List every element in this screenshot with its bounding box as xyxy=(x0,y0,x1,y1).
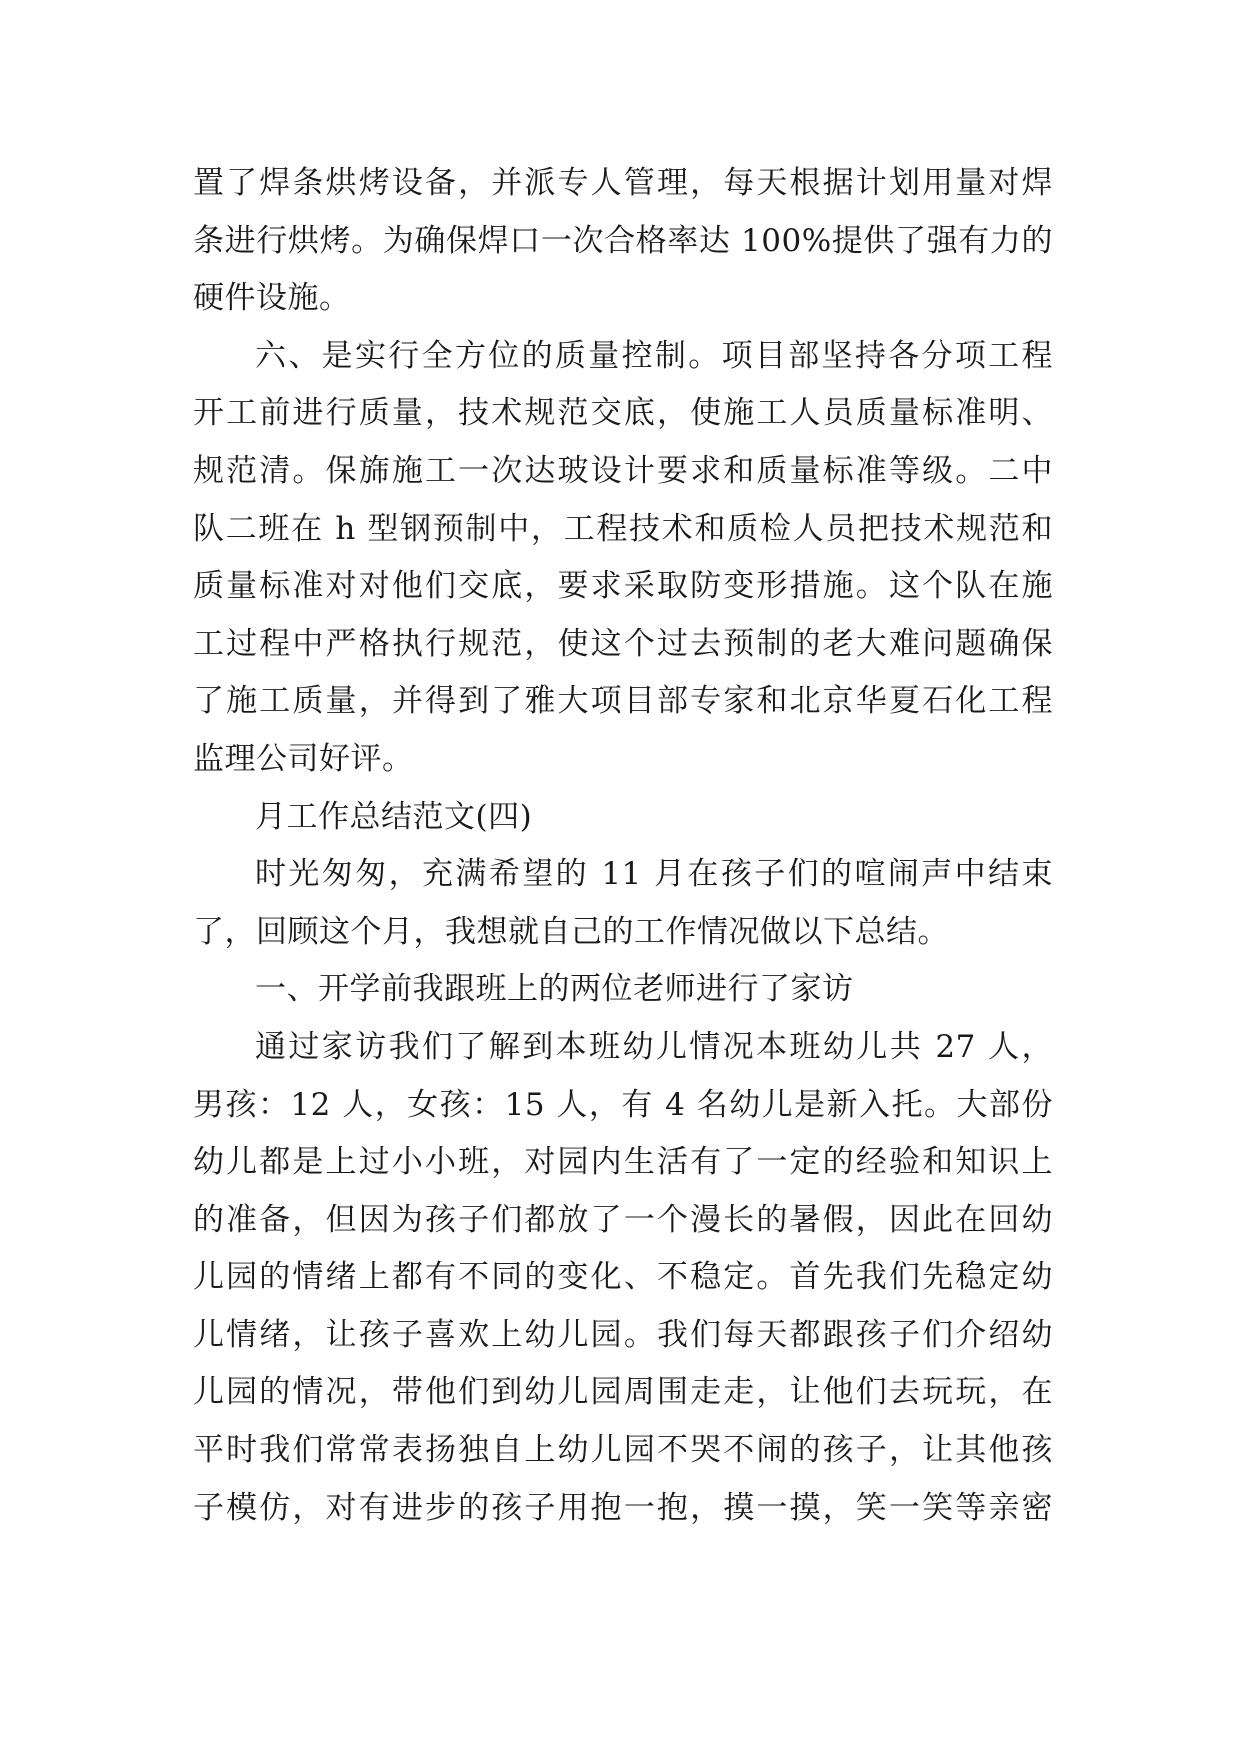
text-line: 儿园的情况，带他们到幼儿园周围走走，让他们去玩玩，在 xyxy=(193,1374,1053,1411)
text-line: 六、是实行全方位的质量控制。项目部坚持各分项工程 xyxy=(255,337,1053,374)
text-line: 规范清。保旆施工一次达玻设计要求和质量标准等级。二中 xyxy=(193,452,1053,489)
text-line: 开工前进行质量，技术规范交底，使施工人员质量标准明、 xyxy=(193,395,1053,432)
subsection-heading: 一、开学前我跟班上的两位老师进行了家访 xyxy=(255,971,854,1008)
text-line: 幼儿都是上过小小班，对园内生活有了一定的经验和知识上 xyxy=(193,1144,1053,1181)
text-line: 了施工质量，并得到了雅大项目部专家和北京华夏石化工程 xyxy=(193,683,1053,720)
document-body xyxy=(193,155,1053,1537)
text-line: 监理公司好评。 xyxy=(193,740,414,777)
text-line: 子模仿，对有进步的孩子用抱一抱，摸一摸，笑一笑等亲密 xyxy=(193,1489,1053,1526)
text-line: 质量标准对对他们交底，要求采取防变形措施。这个队在施 xyxy=(193,568,1053,605)
text-line: 了，回顾这个月，我想就自己的工作情况做以下总结。 xyxy=(193,913,949,950)
text-line: 置了焊条烘烤设备，并派专人管理，每天根据计划用量对焊 xyxy=(193,165,1053,201)
text-line: 儿情绪，让孩子喜欢上幼儿园。我们每天都跟孩子们介绍幼 xyxy=(193,1316,1053,1353)
text-line: 时光匆匆，充满希望的 11 月在孩子们的喧闹声中结束 xyxy=(255,856,1053,893)
text-line: 通过家访我们了解到本班幼儿情况本班幼儿共 27 人， xyxy=(255,1028,1053,1065)
text-line: 男孩：12 人，女孩：15 人，有 4 名幼儿是新入托。大部份 xyxy=(193,1086,1053,1123)
text-line: 队二班在 h 型钢预制中，工程技术和质检人员把技术规范和 xyxy=(193,510,1053,547)
text-line: 工过程中严格执行规范，使这个过去预制的老大难问题确保 xyxy=(193,625,1053,662)
text-line: 条进行烘烤。为确保焊口一次合格率达 100%提供了强有力的 xyxy=(193,222,1053,259)
text-line: 硬件设施。 xyxy=(193,280,351,317)
text-line: 儿园的情绪上都有不同的变化、不稳定。首先我们先稳定幼 xyxy=(193,1259,1053,1296)
text-line: 平时我们常常表扬独自上幼儿园不哭不闹的孩子，让其他孩 xyxy=(193,1432,1053,1469)
text-line: 的准备，但因为孩子们都放了一个漫长的暑假，因此在回幼 xyxy=(193,1201,1053,1238)
section-heading: 月工作总结范文(四) xyxy=(255,798,533,835)
